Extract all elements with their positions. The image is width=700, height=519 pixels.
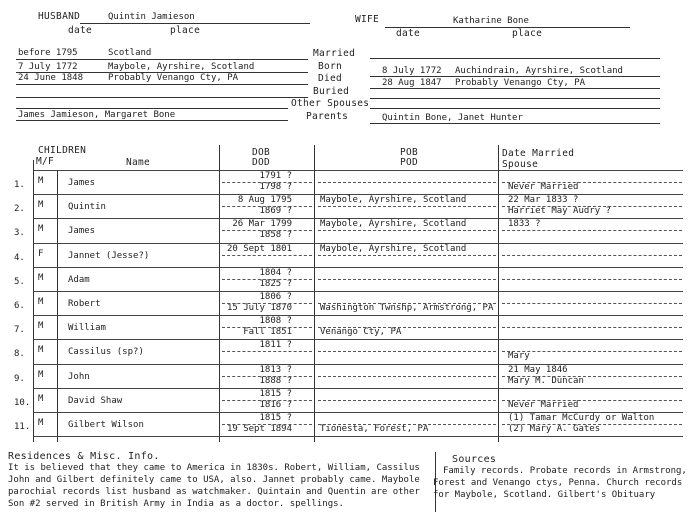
wife-buried-line [370,98,660,99]
row-child-name: James [68,178,96,188]
row-child-name: David Shaw [68,395,123,406]
row-pob-line [318,230,496,231]
husband-label: HUSBAND [38,11,81,22]
wife-born-date: 8 July 1772 [382,66,442,76]
other-spouses-label: Other Spouses [291,98,370,109]
row-pob-line [318,255,496,256]
row-pod: Washington Twnshp, Armstrong, PA [320,303,494,313]
row-pob-line [318,303,496,304]
row-sex: M [38,393,44,404]
row-marriage-line [502,303,682,304]
row-separator [33,339,683,340]
row-sex: M [38,200,44,211]
row-separator [33,291,683,292]
dob-label: DOB [252,147,271,158]
spouse-label: Spouse [502,159,539,170]
wife-born-place: Auchindrain, Ayrshire, Scotland [455,66,623,76]
row-dob: 1804 ? [259,267,292,278]
table-name-divider [219,145,220,442]
row-sex: M [38,176,44,186]
row-child-name: Jannet (Jesse?) [68,250,150,261]
row-dob-line [222,255,312,256]
row-dob-line [222,230,312,231]
row-dod: 19 Sept 1894 [226,424,292,434]
row-pob-line [318,424,496,425]
row-marriage-line [502,327,682,328]
row-spouse: (2) Mary A. Gates [508,424,601,434]
date-married-label: Date Married [502,148,575,159]
wife-died-place: Probably Venango Cty, PA [455,78,586,88]
row-marriage-line [502,230,682,231]
residences-line-3: parochial records list husband as watchmaker. Quintain and Quentin are other [8,487,420,497]
row-separator [33,388,683,389]
row-dob: 8 Aug 1795 [237,195,292,206]
table-sex-divider [57,170,58,442]
row-separator [33,364,683,365]
row-dod: 1816 ? [259,399,292,410]
row-marriage-line [502,182,682,183]
wife-married-line [370,58,660,59]
pob-label: POB [400,147,419,158]
row-pod: Tionesta, Forest, PA [320,424,429,434]
row-pob-line [318,351,496,352]
husband-died-date: 24 June 1848 [18,73,84,83]
row-pob-line [318,376,496,377]
row-pob: Maybole, Ayrshire, Scotland [320,243,467,254]
row-sex: M [38,272,44,283]
row-pob-line [318,182,496,183]
row-sex: F [38,248,44,259]
row-sex: M [38,224,44,235]
row-dod: 1869 ? [259,206,292,217]
row-number: 9. [14,373,25,384]
pod-label: POD [400,157,419,168]
row-dob-line [222,400,312,401]
husband-date-label: date [68,25,93,36]
row-number: 10. [14,397,31,408]
wife-born-line [370,76,660,77]
row-number: 6. [14,301,25,311]
mf-label: M/F [36,156,55,167]
row-dob: 1813 ? [259,364,292,375]
row-dob: 1808 ? [259,316,292,327]
row-dod: 1825 ? [259,278,292,289]
husband-name: Quintin Jamieson [108,12,195,22]
died-label: Died [318,73,343,84]
row-dob: 1806 ? [259,292,292,302]
husband-died-line [16,84,308,85]
row-dod: 1858 ? [259,230,292,241]
name-label: Name [126,157,151,168]
row-child-name: James [68,226,96,237]
sources-line-3: for Maybole, Scotland. Gilbert's Obituary [433,490,656,500]
row-sex: M [38,345,44,356]
row-pob-line [318,206,496,207]
row-marriage-line [502,351,682,352]
wife-died-line [370,88,660,89]
residences-line-4: Son #2 served in British Army in India as a doctor. spellings. [8,499,344,509]
wife-other-spouses-line [370,108,660,109]
row-dob: 26 Mar 1799 [232,219,292,230]
row-separator [33,436,683,437]
row-marriage-line [502,206,682,207]
husband-name-line [80,23,310,24]
sources-line-2: Forest and Venango ctys, Penna. Church records [433,478,683,488]
married-label: Married [313,48,356,59]
wife-date-label: date [396,28,421,39]
wife-died-date: 28 Aug 1847 [382,78,442,88]
row-number: 8. [14,349,25,360]
dod-label: DOD [252,157,271,168]
row-pob: Maybole, Ayrshire, Scotland [320,195,467,206]
row-pob-line [318,400,496,401]
row-child-name: John [68,371,90,382]
row-dob: 20 Sept 1801 [226,243,292,254]
row-number: 2. [14,204,25,215]
husband-died-place: Probably Venango Cty, PA [108,73,239,83]
parents-label: Parents [306,111,349,122]
husband-buried-line [16,97,308,98]
row-marriage-line [502,424,682,425]
husband-married-date: before 1795 [18,48,78,58]
husband-married-line [16,59,308,60]
row-spouse: Harriet May Audry ? [508,206,611,217]
row-dob: 1791 ? [259,171,292,181]
row-marriage-line [502,400,682,401]
residences-line-2: John and Gilbert definitely came to USA, also. Jannet probably came. Maybole [8,475,420,485]
husband-born-date: 7 July 1772 [18,62,78,72]
row-marriage-line [502,279,682,280]
row-dob-line [222,327,312,328]
residences-line-1: It is believed that they came to America in 1830s. Robert, William, Cassilus [8,463,420,473]
row-marriage-line [502,255,682,256]
row-marriage-date: 22 Mar 1833 ? [508,195,579,206]
row-separator [33,315,683,316]
sources-line-1: Family records. Probate records in Armstrong, [443,466,687,476]
row-dob: 1815 ? [259,388,292,399]
row-dod: 15 July 1870 [226,303,292,313]
row-child-name: Gilbert Wilson [68,420,144,430]
row-sex: M [38,369,44,380]
row-child-name: Quintin [68,202,106,213]
husband-other-spouses-line [16,108,288,109]
row-child-name: Cassilus (sp?) [68,347,144,358]
row-marriage-date: 21 May 1846 [508,364,568,375]
row-number: 3. [14,228,25,239]
row-child-name: William [68,323,106,334]
row-spouse: Mary M. Duncan [508,375,584,386]
row-dob: 1811 ? [259,340,292,351]
row-spouse: Never Married [508,399,579,410]
row-number: 1. [14,180,25,190]
buried-label: Buried [313,86,350,97]
wife-place-label: place [512,28,543,39]
row-sex: M [38,418,44,428]
row-pob-line [318,279,496,280]
row-pod: Venango Cty, PA [320,327,402,338]
row-dod: 1888 ? [259,375,292,386]
sources-title: Sources [452,454,497,465]
row-dob-line [222,376,312,377]
row-pob: Maybole, Ayrshire, Scotland [320,219,467,230]
row-number: 5. [14,276,25,287]
table-date-divider [314,145,315,442]
table-top-rule [33,170,683,171]
residences-title: Residences & Misc. Info. [8,451,160,462]
husband-parents: James Jamieson, Margaret Bone [18,110,176,120]
row-dod: 1798 ? [259,182,292,192]
row-child-name: Robert [68,299,101,309]
row-dob-line [222,303,312,304]
table-place-divider [498,145,499,442]
table-left-rule [33,160,34,442]
wife-parents: Quintin Bone, Janet Hunter [382,113,523,123]
row-dob-line [222,279,312,280]
row-sex: M [38,321,44,332]
husband-married-place: Scotland [108,48,152,58]
wife-name-line [385,27,630,28]
row-separator [33,267,683,268]
wife-parents-line [370,123,660,124]
row-dob-line [222,351,312,352]
row-dob: 1815 ? [259,413,292,423]
row-sex: M [38,297,44,307]
row-spouse: Never Married [508,182,579,192]
row-dod: Fall 1851 [243,327,292,338]
row-child-name: Adam [68,274,90,285]
row-number: 4. [14,252,25,263]
husband-place-label: place [170,25,201,36]
husband-parents-line [16,120,288,121]
row-dob-line [222,206,312,207]
children-label: CHILDREN [38,145,87,156]
husband-born-place: Maybole, Ayrshire, Scotland [108,62,255,72]
wife-name: Katharine Bone [453,16,529,26]
wife-label: WIFE [355,14,380,25]
row-marriage-date: 1833 ? [508,219,541,230]
row-marriage-date: (1) Tamar McCurdy or Walton [508,413,655,423]
row-spouse: Mary [508,351,530,362]
row-dob-line [222,182,312,183]
born-label: Born [318,61,343,72]
row-marriage-line [502,376,682,377]
row-pob-line [318,327,496,328]
row-dob-line [222,424,312,425]
row-number: 7. [14,325,25,336]
row-number: 11. [14,422,31,432]
